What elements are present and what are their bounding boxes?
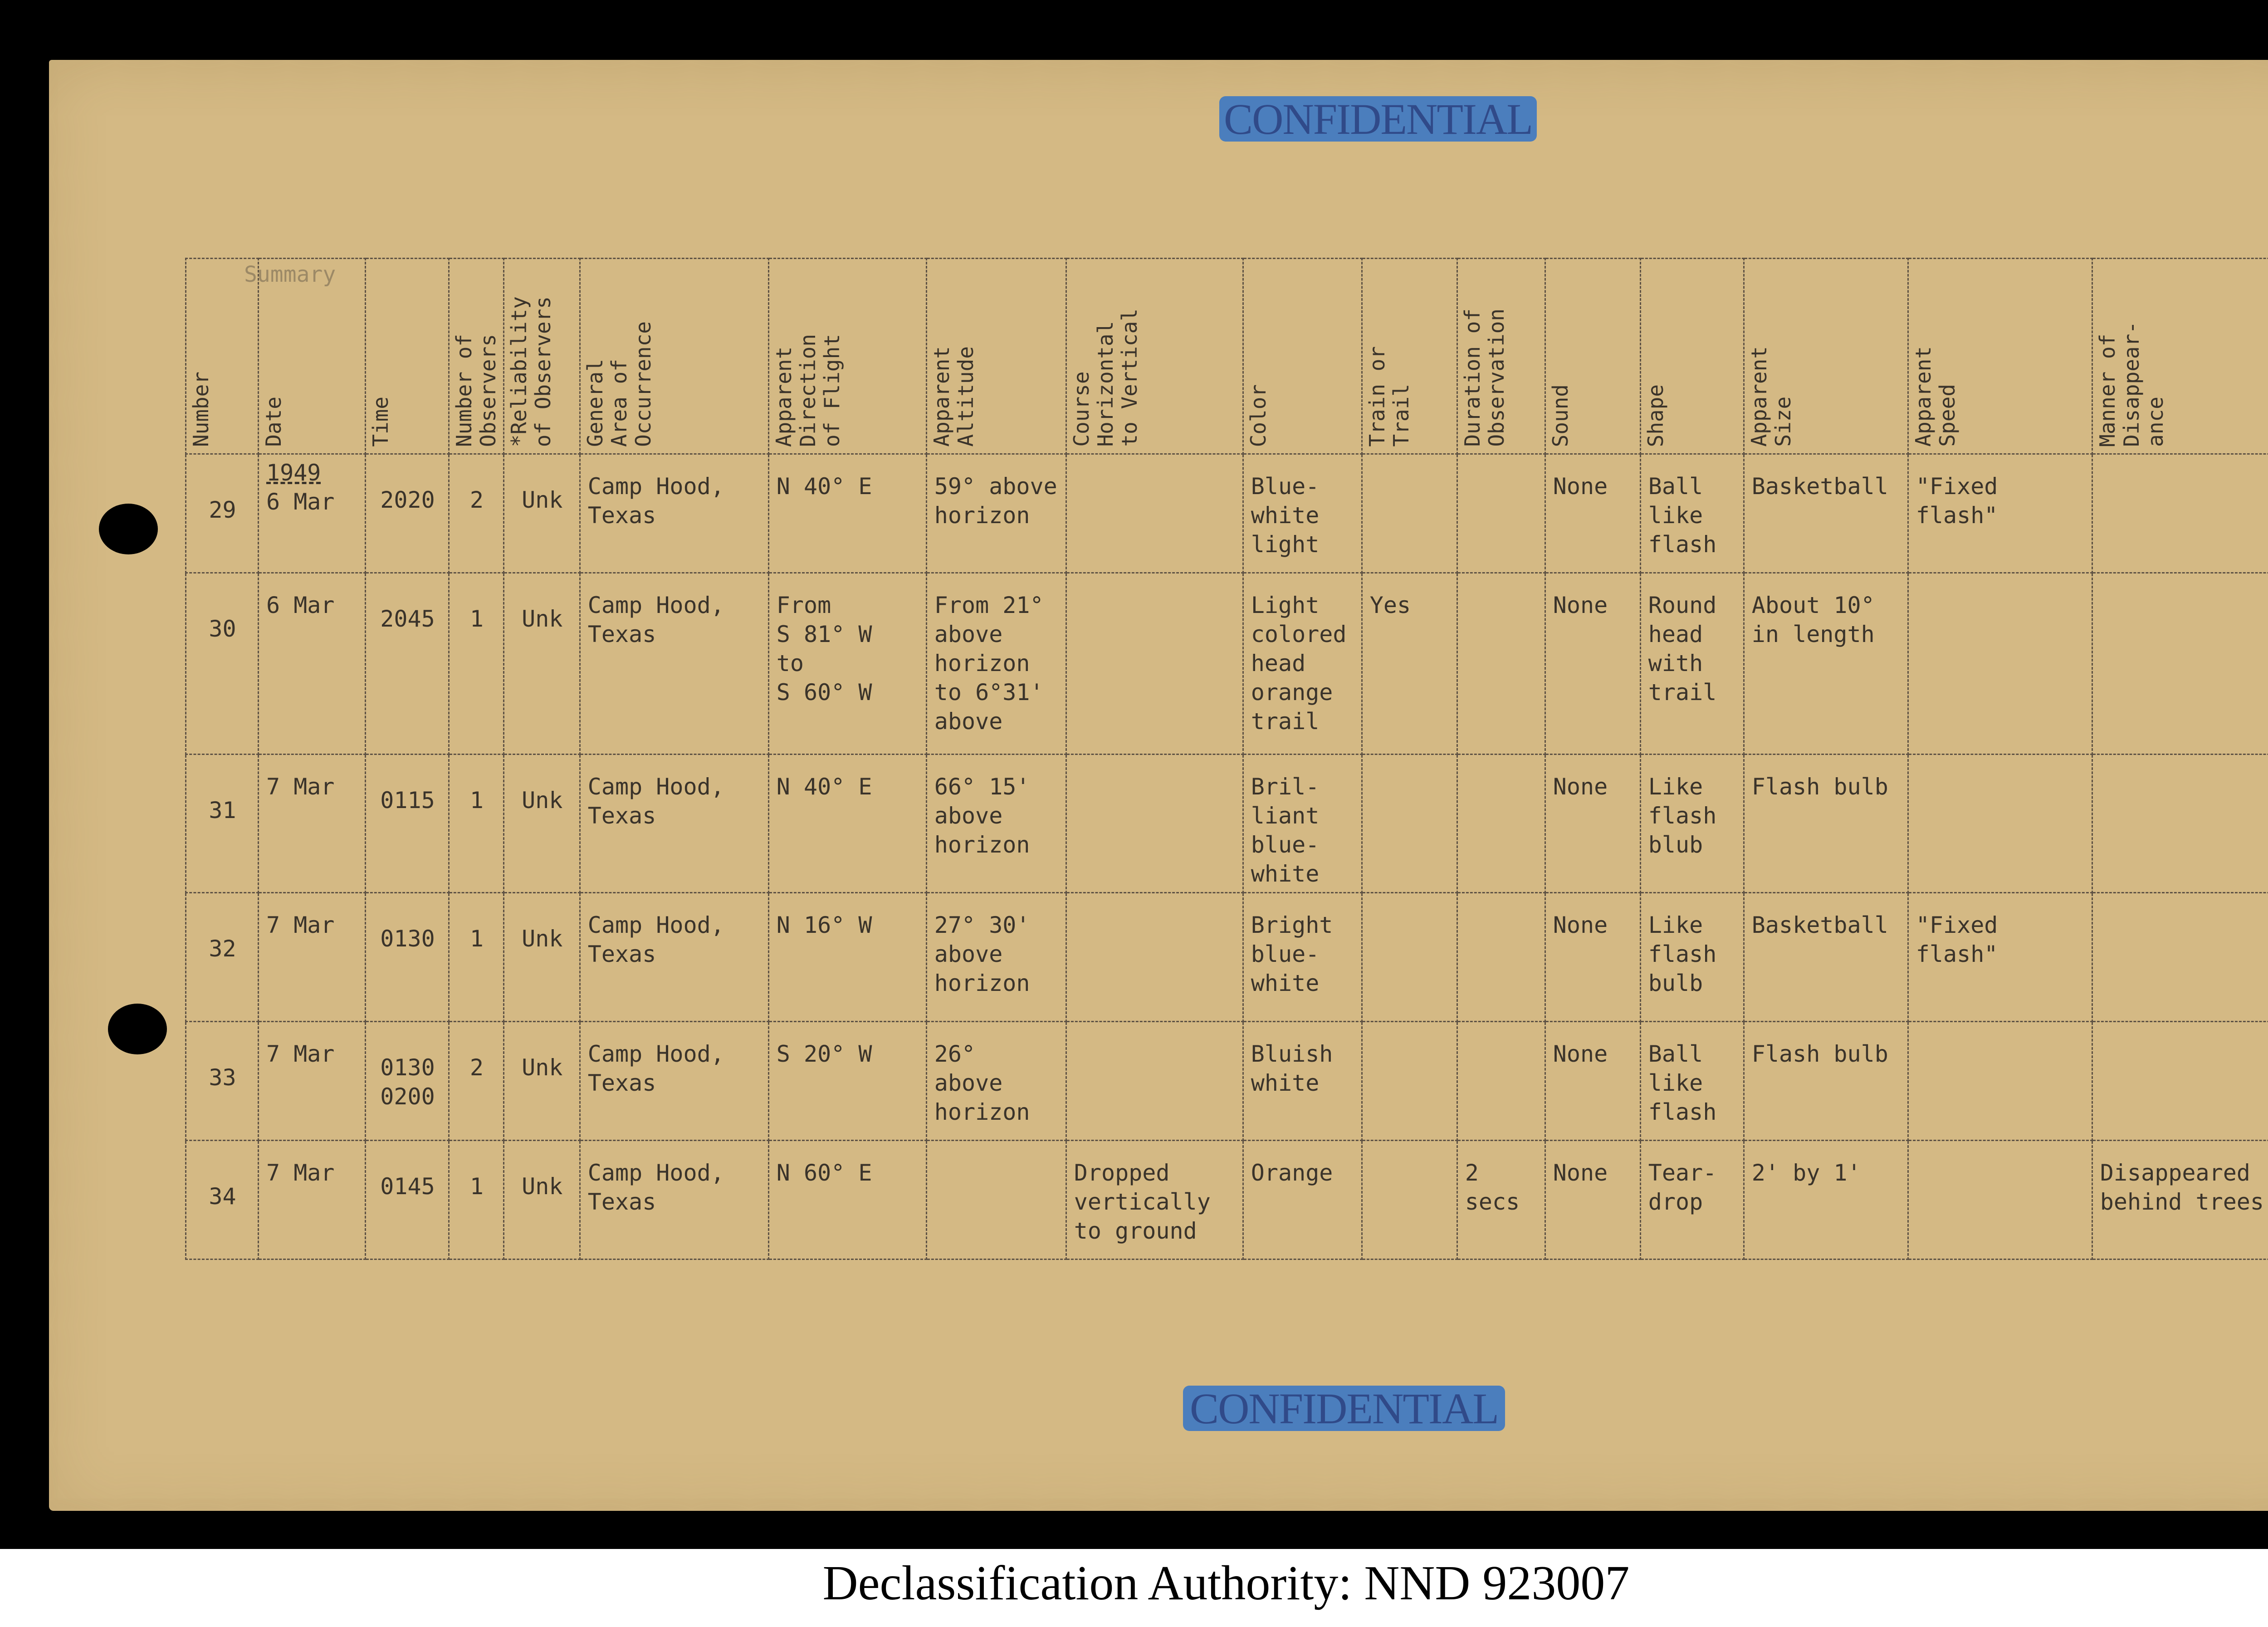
cell-number: 29	[186, 454, 259, 573]
cell-color: Bright blue- white	[1243, 893, 1362, 1022]
cell-speed	[1908, 755, 2092, 893]
cell-direction: N 16° W	[768, 893, 926, 1022]
cell-direction: N 40° E	[768, 454, 926, 573]
cell-observers: 1	[449, 573, 504, 755]
cell-date: 1949 6 Mar	[259, 454, 366, 573]
cell-altitude	[926, 1141, 1066, 1259]
header-cell: Shape	[1640, 259, 1744, 454]
cell-size: 2' by 1'	[1744, 1141, 1908, 1259]
cell-speed: "Fixed flash"	[1908, 893, 2092, 1022]
header-cell: Manner of Disappear- ance	[2092, 259, 2268, 454]
cell-disappearance	[2092, 755, 2268, 893]
cell-number: 34	[186, 1141, 259, 1259]
date-year: 1949	[266, 460, 321, 486]
cell-speed: "Fixed flash"	[1908, 454, 2092, 573]
table-row	[186, 454, 2268, 573]
cell-disappearance	[2092, 454, 2268, 573]
cell-altitude: 26° above horizon	[926, 1022, 1066, 1141]
cell-area: Camp Hood, Texas	[580, 755, 768, 893]
cell-course	[1066, 755, 1243, 893]
table-row	[186, 573, 2268, 755]
header-cell: Train or Trail	[1362, 259, 1457, 454]
cell-observers: 2	[449, 1022, 504, 1141]
header-cell: Duration of Observation	[1457, 259, 1545, 454]
header-cell: Apparent Direction of Flight	[768, 259, 926, 454]
cell-trail	[1362, 893, 1457, 1022]
cell-observers: 1	[449, 1141, 504, 1259]
cell-trail	[1362, 1141, 1457, 1259]
header-cell: Number	[186, 259, 259, 454]
cell-color: Orange	[1243, 1141, 1362, 1259]
sighting-summary-table	[185, 258, 2268, 1260]
cell-trail	[1362, 454, 1457, 573]
cell-speed	[1908, 573, 2092, 755]
cell-time: 0115	[366, 755, 449, 893]
cell-altitude: 27° 30' above horizon	[926, 893, 1066, 1022]
cell-shape: Ball like flash	[1640, 1022, 1744, 1141]
table-header-row	[186, 259, 2268, 454]
cell-reliability: Unk	[503, 755, 580, 893]
header-cell: Sound	[1545, 259, 1640, 454]
cell-area: Camp Hood, Texas	[580, 454, 768, 573]
cell-reliability: Unk	[503, 454, 580, 573]
header-cell: Time	[366, 259, 449, 454]
cell-number: 31	[186, 755, 259, 893]
cell-number: 30	[186, 573, 259, 755]
cell-color: Bril- liant blue- white	[1243, 755, 1362, 893]
cell-altitude: 59° above horizon	[926, 454, 1066, 573]
cell-course	[1066, 893, 1243, 1022]
cell-sound: None	[1545, 454, 1640, 573]
cell-observers: 1	[449, 755, 504, 893]
cell-color: Blue- white light	[1243, 454, 1362, 573]
header-cell: Number of Observers	[449, 259, 504, 454]
cell-date: 7 Mar	[259, 893, 366, 1022]
cell-color: Light colored head orange trail	[1243, 573, 1362, 755]
cell-direction: N 40° E	[768, 755, 926, 893]
cell-disappearance	[2092, 573, 2268, 755]
cell-sound: None	[1545, 573, 1640, 755]
cell-color: Bluish white	[1243, 1022, 1362, 1141]
cell-area: Camp Hood, Texas	[580, 573, 768, 755]
table-row	[186, 1141, 2268, 1259]
cell-observers: 2	[449, 454, 504, 573]
cell-speed	[1908, 1022, 2092, 1141]
cell-number: 32	[186, 893, 259, 1022]
cell-date: 6 Mar	[259, 573, 366, 755]
cell-disappearance	[2092, 1022, 2268, 1141]
cell-shape: Like flash bulb	[1640, 893, 1744, 1022]
punch-hole-bottom	[108, 1004, 167, 1054]
cell-reliability: Unk	[503, 1022, 580, 1141]
cell-trail	[1362, 755, 1457, 893]
header-cell: General Area of Occurrence	[580, 259, 768, 454]
cell-altitude: 66° 15' above horizon	[926, 755, 1066, 893]
header-cell: *Reliability of Observers	[503, 259, 580, 454]
cell-disappearance	[2092, 893, 2268, 1022]
cell-size: Flash bulb	[1744, 755, 1908, 893]
cell-number: 33	[186, 1022, 259, 1141]
header-cell: Date	[259, 259, 366, 454]
cell-direction: From S 81° W to S 60° W	[768, 573, 926, 755]
confidential-stamp-top: CONFIDENTIAL	[1219, 96, 1537, 142]
declassification-footer: Declassification Authority: NND 923007	[822, 1556, 1630, 1610]
table-row	[186, 755, 2268, 893]
cell-size: Basketball	[1744, 454, 1908, 573]
cell-date: 7 Mar	[259, 755, 366, 893]
cell-time: 0130 0200	[366, 1022, 449, 1141]
table-row	[186, 893, 2268, 1022]
cell-shape: Tear- drop	[1640, 1141, 1744, 1259]
cell-direction: S 20° W	[768, 1022, 926, 1141]
cell-direction: N 60° E	[768, 1141, 926, 1259]
table-row	[186, 1022, 2268, 1141]
header-cell: Color	[1243, 259, 1362, 454]
cell-reliability: Unk	[503, 893, 580, 1022]
cell-sound: None	[1545, 1141, 1640, 1259]
cell-date: 7 Mar	[259, 1022, 366, 1141]
cell-sound: None	[1545, 755, 1640, 893]
cell-time: 2020	[366, 454, 449, 573]
cell-course: Dropped vertically to ground	[1066, 1141, 1243, 1259]
cell-shape: Ball like flash	[1640, 454, 1744, 573]
cell-altitude: From 21° above horizon to 6°31' above	[926, 573, 1066, 755]
cell-disappearance: Disappeared behind trees	[2092, 1141, 2268, 1259]
cell-sound: None	[1545, 893, 1640, 1022]
cell-trail	[1362, 1022, 1457, 1141]
cell-area: Camp Hood, Texas	[580, 1141, 768, 1259]
cell-area: Camp Hood, Texas	[580, 893, 768, 1022]
cell-course	[1066, 1022, 1243, 1141]
header-cell: Apparent Size	[1744, 259, 1908, 454]
cell-time: 0130	[366, 893, 449, 1022]
cell-duration	[1457, 755, 1545, 893]
cell-duration	[1457, 573, 1545, 755]
cell-reliability: Unk	[503, 1141, 580, 1259]
header-cell: Course Horizontal to Vertical	[1066, 259, 1243, 454]
cell-size: Basketball	[1744, 893, 1908, 1022]
punch-hole-top	[99, 504, 158, 554]
cell-reliability: Unk	[503, 573, 580, 755]
cell-time: 0145	[366, 1141, 449, 1259]
cell-course	[1066, 573, 1243, 755]
cell-duration: 2 secs	[1457, 1141, 1545, 1259]
summary-line: Summary	[244, 262, 336, 287]
cell-time: 2045	[366, 573, 449, 755]
cell-duration	[1457, 1022, 1545, 1141]
cell-duration	[1457, 454, 1545, 573]
cell-speed	[1908, 1141, 2092, 1259]
confidential-stamp-bottom: CONFIDENTIAL	[1183, 1386, 1505, 1431]
cell-date: 7 Mar	[259, 1141, 366, 1259]
cell-size: About 10° in length	[1744, 573, 1908, 755]
cell-shape: Round head with trail	[1640, 573, 1744, 755]
header-cell: Apparent Speed	[1908, 259, 2092, 454]
cell-course	[1066, 454, 1243, 573]
cell-size: Flash bulb	[1744, 1022, 1908, 1141]
cell-observers: 1	[449, 893, 504, 1022]
cell-duration	[1457, 893, 1545, 1022]
cell-shape: Like flash blub	[1640, 755, 1744, 893]
cell-area: Camp Hood, Texas	[580, 1022, 768, 1141]
header-cell: Apparent Altitude	[926, 259, 1066, 454]
cell-sound: None	[1545, 1022, 1640, 1141]
cell-trail: Yes	[1362, 573, 1457, 755]
